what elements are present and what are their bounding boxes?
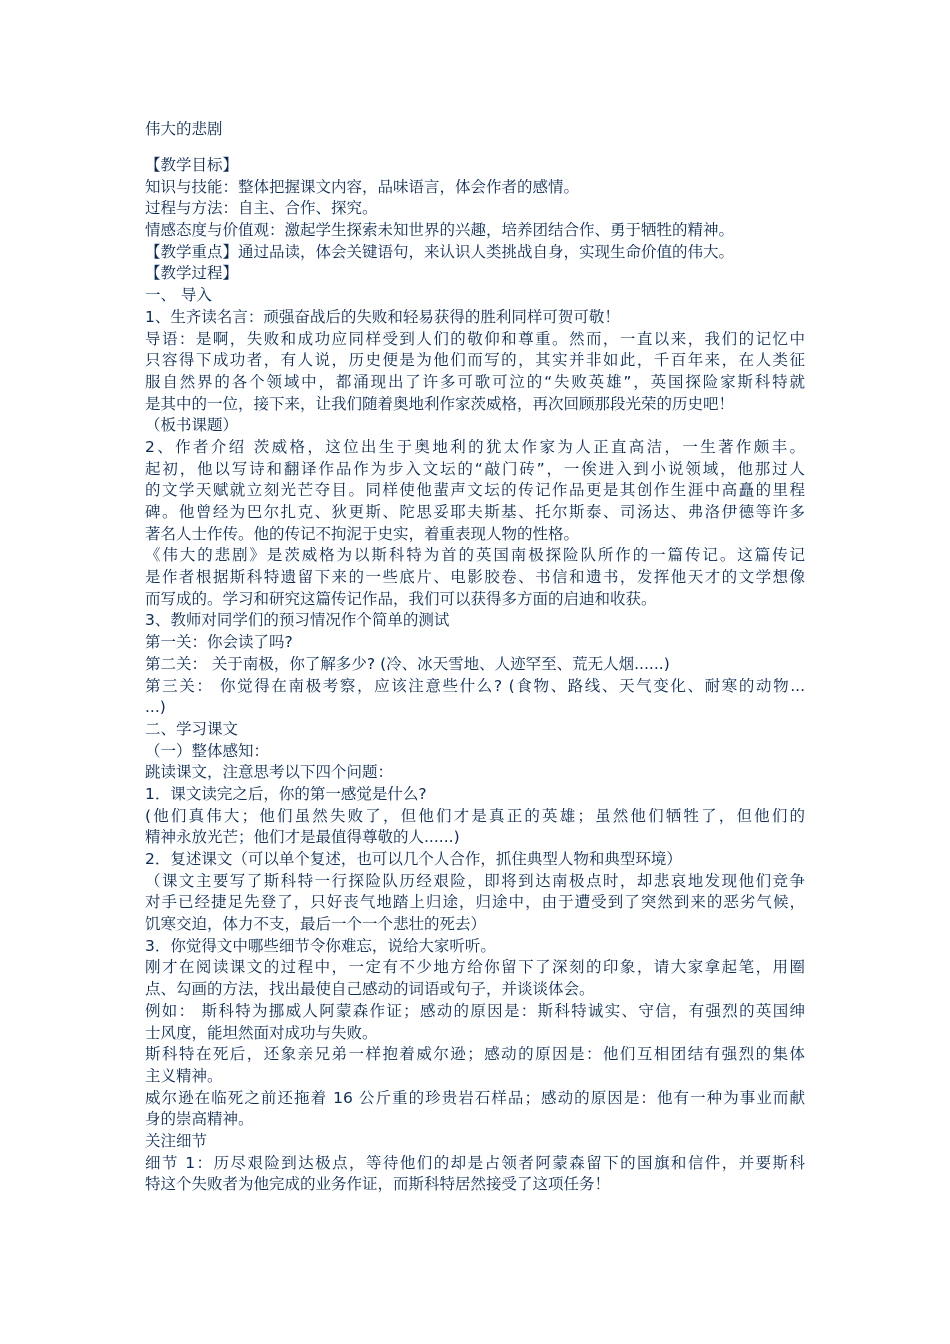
text-line: (他们真伟大；他们虽然失败了，但他们才是真正的英雄；虽然他们牺牲了，但他们的 xyxy=(145,806,805,825)
text-line: 【教学重点】通过品读，体会关键语句，来认识人类挑战自身，实现生命价值的伟大。 xyxy=(145,242,735,261)
document-title: 伟大的悲剧 xyxy=(145,120,223,138)
text-line: 2．复述课文（可以单个复述，也可以几个人合作，抓住典型人物和典型环境） xyxy=(145,850,682,868)
text-line: （课文主要写了斯科特一行探险队历经艰险，即将到达南极点时，却悲哀地发现他们竞争 xyxy=(145,871,805,890)
text-line: 二、学习课文 xyxy=(145,719,239,738)
text-line: 细节 1：历尽艰险到达极点，等待他们的却是占领者阿蒙森留下的国旗和信件，并要斯科 xyxy=(145,1153,805,1172)
text-line: 导语：是啊，失败和成功应同样受到人们的敬仰和尊重。然而，一直以来，我们的记忆中 xyxy=(145,329,805,348)
text-line: 精神永放光芒；他们才是最值得尊敬的人......) xyxy=(145,828,460,847)
text-line: 《伟大的悲剧》是茨威格为以斯科特为首的英国南极探险队所作的一篇传记。这篇传记 xyxy=(145,546,805,565)
text-line: （一）整体感知： xyxy=(145,741,270,760)
text-line: 斯科特在死后，还象亲兄弟一样抱着威尔逊；感动的原因是：他们互相团结有强烈的集体 xyxy=(145,1045,805,1064)
text-line: 跳读课文，注意思考以下四个问题： xyxy=(145,763,394,782)
text-line: 过程与方法：自主、合作、探究。 xyxy=(145,199,378,218)
text-line: ...) xyxy=(145,698,166,717)
text-line: 1、生齐读名言：顽强奋战后的失败和轻易获得的胜利同样可贺可敬！ xyxy=(145,307,620,326)
text-line: 例如： 斯科特为挪威人阿蒙森作证；感动的原因是：斯科特诚实、守信，有强烈的英国绅 xyxy=(145,1001,805,1020)
text-line: 饥寒交迫，体力不支，最后一个一个悲壮的死去） xyxy=(145,915,487,934)
text-line: 的文学天赋就立刻光芒夺目。同样使他蜚声文坛的传记作品更是其创作生涯中高矗的里程 xyxy=(145,481,805,500)
text-line: 一、 导入 xyxy=(145,286,212,305)
text-line: 情感态度与价值观：激起学生探索未知世界的兴趣，培养团结合作、勇于牺牲的精神。 xyxy=(145,221,735,240)
text-line: 【教学过程】 xyxy=(145,264,239,283)
text-line: 1．课文读完之后，你的第一感觉是什么? xyxy=(145,784,427,803)
text-line: 刚才在阅读课文的过程中，一定有不少地方给你留下了深刻的印象，请大家拿起笔，用圈 xyxy=(145,958,805,977)
text-line: 特这个失败者为他完成的业务作证，而斯科特居然接受了这项任务！ xyxy=(145,1175,611,1194)
text-line: 3．你觉得文中哪些细节令你难忘，说给大家听听。 xyxy=(145,936,496,955)
text-line: 威尔逊在临死之前还拖着 16 公斤重的珍贵岩石样品；感动的原因是：他有一种为事业而献 xyxy=(145,1088,805,1107)
text-line: 是其中的一位，接下来，让我们随着奥地利作家茨威格，再次回顾那段光荣的历史吧！ xyxy=(145,394,735,413)
text-line: 对手已经捷足先登了，只好丧气地踏上归途，归途中，由于遭受到了突然到来的恶劣气候， xyxy=(145,893,805,912)
text-line: 士风度，能坦然面对成功与失败。 xyxy=(145,1023,378,1042)
text-line: 3、教师对同学们的预习情况作个简单的测试 xyxy=(145,611,450,630)
text-line: 点、勾画的方法，找出最使自己感动的词语或句子，并谈谈体会。 xyxy=(145,980,595,999)
text-line: 2、作者介绍 茨威格，这位出生于奥地利的犹太作家为人正直高洁，一生著作颇丰。 xyxy=(145,437,805,456)
document-body xyxy=(145,155,805,1196)
text-line: 关注细节 xyxy=(145,1131,208,1150)
text-line: 知识与技能：整体把握课文内容，品味语言，体会作者的感情。 xyxy=(145,177,580,196)
text-line: 著名人士作传。他的传记不拘泥于史实，着重表现人物的性格。 xyxy=(145,524,580,543)
text-line: 身的崇高精神。 xyxy=(145,1110,254,1129)
text-line: 主义精神。 xyxy=(145,1066,223,1085)
text-line: 而写成的。学习和研究这篇传记作品，我们可以获得多方面的启迪和收获。 xyxy=(145,589,657,608)
text-line: 起初，他以写诗和翻译作品作为步入文坛的“敲门砖”，一俟进入到小说领域，他那过人 xyxy=(145,459,805,478)
text-line: 第一关：你会读了吗? xyxy=(145,633,293,652)
text-line: 第二关： 关于南极，你了解多少? (冷、冰天雪地、人迹罕至、荒无人烟......) xyxy=(145,654,670,673)
text-line: 第三关： 你觉得在南极考察，应该注意些什么? (食物、路线、天气变化、耐寒的动物... xyxy=(145,676,805,695)
text-line: 服自然界的各个领域中，都涌现出了许多可歌可泣的“失败英雄”，英国探险家斯科特就 xyxy=(145,372,805,391)
text-line: （板书课题） xyxy=(145,416,239,435)
text-line: 【教学目标】 xyxy=(145,156,239,174)
text-line: 碑。他曾经为巴尔扎克、狄更斯、陀思妥耶夫斯基、托尔斯泰、司汤达、弗洛伊德等许多 xyxy=(145,503,805,521)
text-line: 只容得下成功者，有人说，历史便是为他们而写的，其实并非如此，千百年来，在人类征 xyxy=(145,351,805,370)
text-line: 是作者根据斯科特遗留下来的一些底片、电影胶卷、书信和遗书，发挥他天才的文学想像 xyxy=(145,568,805,587)
